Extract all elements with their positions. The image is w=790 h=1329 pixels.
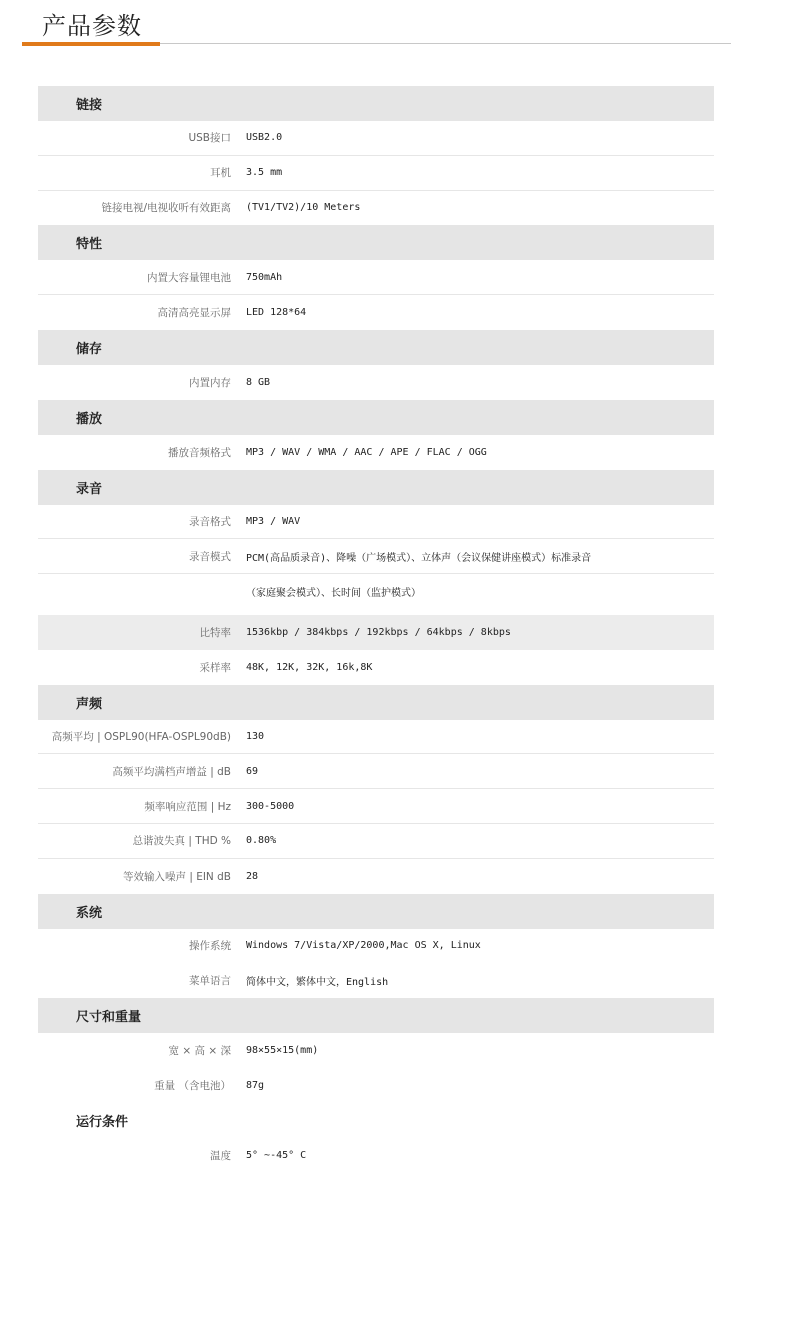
spec-row-continuation	[38, 574, 714, 609]
spec-row	[38, 1033, 714, 1068]
spec-row	[38, 720, 714, 755]
spec-label: 耳机	[210, 167, 231, 180]
spec-row	[38, 435, 714, 470]
spec-label: 录音模式	[189, 550, 231, 563]
spec-label: 高频平均 | OSPL90(HFA-OSPL90dB)	[51, 730, 231, 743]
spec-label: 操作系统	[189, 940, 231, 953]
spec-label: 播放音频格式	[168, 446, 231, 459]
spec-value: 87g	[246, 1079, 265, 1091]
spec-row	[38, 121, 714, 156]
spec-row	[38, 260, 714, 295]
spec-value: 130	[246, 730, 265, 742]
spec-table	[38, 86, 714, 1173]
spec-row	[38, 1068, 714, 1103]
spec-label: 比特率	[199, 626, 231, 639]
spec-value: (TV1/TV2)/10 Meters	[246, 202, 361, 214]
spec-value: （家庭聚会模式）、长时间（监护模式）	[246, 588, 421, 600]
spec-row	[38, 789, 714, 824]
spec-label: 采样率	[199, 661, 231, 674]
spec-value: Windows 7/Vista/XP/2000,Mac OS X, Linux	[246, 940, 481, 952]
spec-label: 等效输入噪声 | EIN dB	[122, 870, 231, 883]
section-header-link: 链接	[38, 86, 714, 121]
section-header-system: 系统	[38, 894, 714, 929]
spec-label: 宽 × 高 × 深	[168, 1045, 231, 1058]
page-header	[0, 0, 790, 50]
spec-row	[38, 295, 714, 330]
section-header-size-weight: 尺寸和重量	[38, 998, 714, 1033]
spec-row	[38, 754, 714, 789]
spec-row	[38, 963, 714, 998]
spec-value: 750mAh	[246, 271, 283, 283]
spec-row	[38, 650, 714, 685]
spec-label: 录音格式	[189, 515, 231, 528]
spec-value: 48K, 12K, 32K, 16k,8K	[246, 661, 373, 673]
spec-row	[38, 365, 714, 400]
spec-value: PCM(高品质录音)、降噪（广场模式）、立体声（会议保健讲座模式）标准录音	[246, 552, 592, 564]
spec-value: 简体中文，繁体中文，English	[246, 977, 389, 989]
spec-value: 69	[246, 765, 259, 777]
spec-label: 内置大容量锂电池	[147, 271, 231, 284]
spec-label: 温度	[210, 1149, 231, 1162]
spec-value: LED 128*64	[246, 307, 307, 319]
spec-row	[38, 824, 714, 859]
spec-value: MP3 / WAV / WMA / AAC / APE / FLAC / OGG	[246, 446, 487, 458]
spec-label: 高频平均满档声增益 | dB	[112, 765, 231, 778]
spec-label: 总谐波失真 | THD %	[132, 835, 231, 848]
section-header-audio: 声频	[38, 685, 714, 720]
section-header-playback: 播放	[38, 400, 714, 435]
spec-value: USB2.0	[246, 132, 283, 144]
section-header-recording: 录音	[38, 470, 714, 505]
header-accent-bar	[22, 42, 160, 46]
spec-label: 高清高亮显示屏	[157, 307, 231, 320]
spec-label: USB接口	[188, 132, 231, 145]
spec-value: MP3 / WAV	[246, 515, 301, 527]
spec-label: 链接电视/电视收听有效距离	[101, 202, 231, 215]
spec-label: 内置内存	[189, 376, 231, 389]
spec-value: 5° ~-45° C	[246, 1149, 307, 1161]
spec-label: 菜单语言	[189, 975, 231, 988]
spec-row	[38, 539, 714, 574]
spec-value: 1536kbp / 384kbps / 192kbps / 64kbps / 8kbps	[246, 626, 511, 638]
spec-row	[38, 191, 714, 226]
section-header-storage: 储存	[38, 330, 714, 365]
spec-value: 28	[246, 870, 259, 882]
spec-value: 8 GB	[246, 376, 271, 388]
page-title: 产品参数	[42, 12, 142, 40]
spec-value: 3.5 mm	[246, 167, 283, 179]
section-header-features: 特性	[38, 225, 714, 260]
spec-row	[38, 929, 714, 964]
spec-value: 300-5000	[246, 800, 295, 812]
spec-row	[38, 505, 714, 540]
spec-row	[38, 1138, 714, 1173]
spec-row	[38, 859, 714, 894]
spec-label: 重量 （含电池）	[154, 1079, 231, 1092]
spec-row	[38, 156, 714, 191]
spec-row	[38, 615, 714, 650]
spec-value: 0.80%	[246, 835, 277, 847]
section-header-operating-conditions: 运行条件	[76, 1114, 129, 1130]
spec-label: 频率响应范围 | Hz	[144, 800, 231, 813]
spec-value: 98×55×15(mm)	[246, 1045, 319, 1057]
